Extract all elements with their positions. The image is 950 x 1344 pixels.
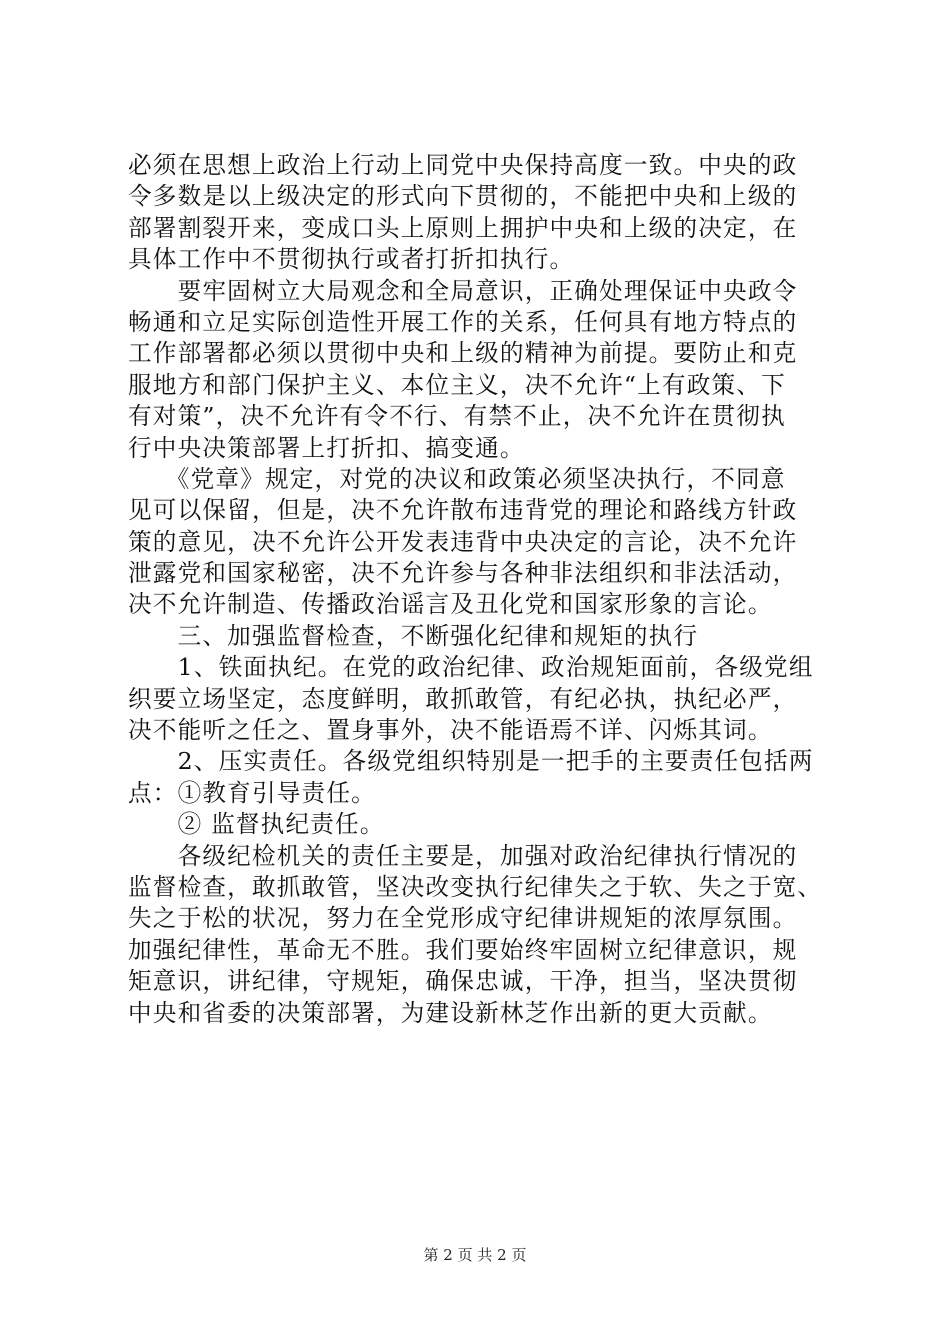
text-line: 决不允许制造、传播政治谣言及丑化党和国家形象的言论。 xyxy=(128,590,773,619)
text-line: 服地方和部门保护主义、本位主义，决不允许“上有政策、下 xyxy=(128,370,786,399)
text-line: 监督检查，敢抓敢管，坚决改变执行纪律失之于软、失之于宽、 xyxy=(128,872,823,901)
text-line: 见可以保留，但是，决不允许散布违背党的理论和路线方针政 xyxy=(128,496,798,525)
text-line: 必须在思想上政治上行动上同党中央保持高度一致。中央的政 xyxy=(128,151,798,179)
text-line: 1、铁面执纪。在党的政治纪律、政治规矩面前，各级党组 xyxy=(128,653,814,682)
text-line: 失之于松的状况，努力在全党形成守纪律讲规矩的浓厚氛围。 xyxy=(128,904,798,933)
text-line: 2、压实责任。各级党组织特别是一把手的主要责任包括两 xyxy=(128,747,814,776)
text-line: 行中央决策部署上打折扣、搞变通。 xyxy=(128,433,525,462)
text-line: 《党章》规定，对党的决议和政策必须坚决执行，不同意 xyxy=(128,464,786,493)
text-line: 矩意识，讲纪律，守规矩，确保忠诚，干净，担当，坚决贯彻 xyxy=(128,967,798,996)
page-number-footer: 第 2 页 共 2 页 xyxy=(423,1246,527,1264)
text-line: 加强纪律性，革命无不胜。我们要始终牢固树立纪律意识，规 xyxy=(128,935,798,964)
text-line: 工作部署都必须以贯彻中央和上级的精神为前提。要防止和克 xyxy=(128,339,798,368)
text-line: 织要立场坚定，态度鲜明，敢抓敢管，有纪必执，执纪必严， xyxy=(128,684,798,713)
text-line: 畅通和立足实际创造性开展工作的关系，任何具有地方特点的 xyxy=(128,307,798,336)
text-line: 各级纪检机关的责任主要是，加强对政治纪律执行情况的 xyxy=(128,841,798,870)
text-line: 有对策”，决不允许有令不行、有禁不止，决不允许在贯彻执 xyxy=(128,402,786,431)
text-line: ② 监督执纪责任。 xyxy=(128,810,385,839)
body-text xyxy=(128,150,828,1029)
text-line: 部署割裂开来，变成口头上原则上拥护中央和上级的决定，在 xyxy=(128,213,798,242)
text-line: 令多数是以上级决定的形式向下贯彻的，不能把中央和上级的 xyxy=(128,182,798,211)
text-line: 策的意见，决不允许公开发表违背中央决定的言论，决不允许 xyxy=(128,527,798,556)
text-line: 泄露党和国家秘密，决不允许参与各种非法组织和非法活动， xyxy=(128,559,798,588)
text-line: 具体工作中不贯彻执行或者打折扣执行。 xyxy=(128,245,575,274)
text-line: 要牢固树立大局观念和全局意识，正确处理保证中央政令 xyxy=(128,276,798,305)
text-line: 决不能听之任之、置身事外，决不能语焉不详、闪烁其词。 xyxy=(128,716,773,745)
text-line: 中央和省委的决策部署，为建设新林芝作出新的更大贡献。 xyxy=(128,998,773,1027)
text-line: 点：①教育引导责任。 xyxy=(128,778,376,807)
section-heading: 三、加强监督检查，不断强化纪律和规矩的执行 xyxy=(128,621,699,650)
